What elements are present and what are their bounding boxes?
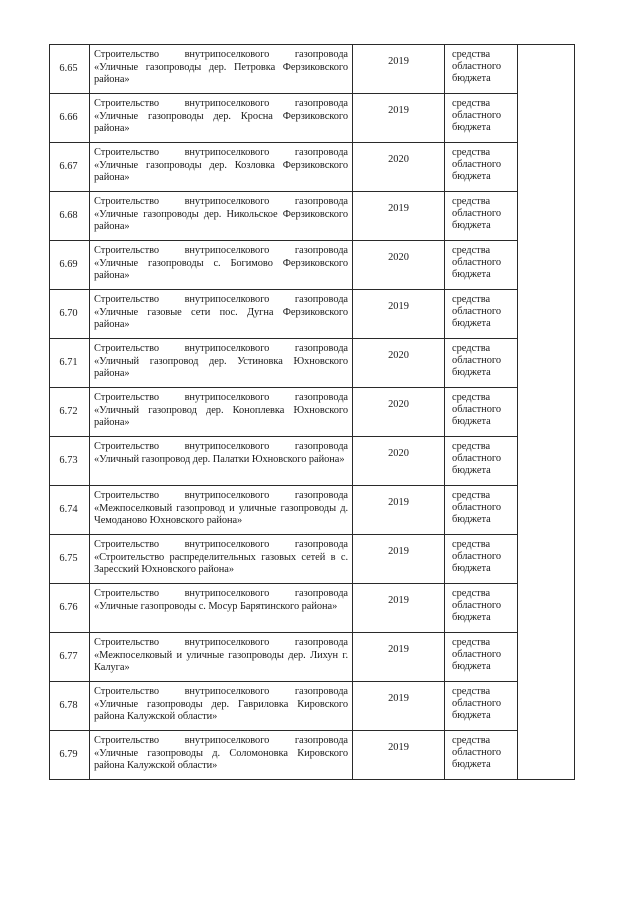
- funding-source-line: областного: [452, 110, 502, 122]
- row-year: 2019: [353, 584, 445, 633]
- row-description: Строительство внутрипоселкового газопровода «Уличный газопровод дер. Устиновка Юхновского района»: [90, 339, 353, 388]
- row-description: Строительство внутрипоселкового газопровода «Межпоселковый газопровод и уличные газопроводы д. Чемоданово Юхновского района»: [90, 486, 353, 535]
- row-year: 2019: [353, 682, 445, 731]
- funding-source-line: бюджета: [452, 612, 491, 624]
- table-row: [50, 290, 575, 339]
- funding-source-line: средства: [452, 294, 491, 305]
- table-row: [50, 192, 575, 241]
- funding-source-line: средства: [452, 490, 491, 501]
- row-funding-source: [445, 143, 518, 192]
- funding-source-line: бюджета: [452, 514, 491, 526]
- funding-source-line: бюджета: [452, 269, 491, 281]
- funding-source-line: средства: [452, 637, 491, 648]
- table-row: [50, 486, 575, 535]
- funding-source-line: средства: [452, 196, 491, 207]
- funding-source-line: средства: [452, 98, 491, 109]
- row-year: 2020: [353, 241, 445, 290]
- row-funding-source: [445, 290, 518, 339]
- row-number: 6.71: [50, 339, 90, 388]
- funding-source-line: бюджета: [452, 318, 491, 330]
- row-description: Строительство внутрипоселкового газопровода «Уличный газопровод дер. Палатки Юхновского района»: [90, 437, 353, 486]
- table-row: [50, 339, 575, 388]
- funding-source-line: областного: [452, 355, 502, 367]
- row-funding-source: [445, 94, 518, 143]
- row-year: 2019: [353, 94, 445, 143]
- row-funding-source: [445, 241, 518, 290]
- row-number: 6.74: [50, 486, 90, 535]
- funding-source-line: средства: [452, 49, 491, 60]
- row-number: 6.79: [50, 731, 90, 780]
- row-year: 2019: [353, 192, 445, 241]
- funding-source-line: средства: [452, 588, 491, 599]
- funding-source-line: областного: [452, 257, 502, 269]
- row-year: 2020: [353, 388, 445, 437]
- funding-source-line: средства: [452, 735, 491, 746]
- row-funding-source: [445, 731, 518, 780]
- funding-source-line: областного: [452, 502, 502, 514]
- row-description: Строительство внутрипоселкового газопровода «Уличные газопроводы дер. Петровка Ферзиковского района»: [90, 45, 353, 94]
- row-description: Строительство внутрипоселкового газопровода «Уличные газопроводы дер. Гавриловка Кировского района Калужской области»: [90, 682, 353, 731]
- row-funding-source: [445, 535, 518, 584]
- row-number: 6.76: [50, 584, 90, 633]
- row-funding-source: [445, 45, 518, 94]
- table-row: [50, 633, 575, 682]
- row-funding-source: [445, 437, 518, 486]
- row-description: Строительство внутрипоселкового газопровода «Уличный газопровод дер. Коноплевка Юхновского района»: [90, 388, 353, 437]
- row-funding-source: [445, 682, 518, 731]
- table-row: [50, 731, 575, 780]
- row-year: 2019: [353, 633, 445, 682]
- row-description: Строительство внутрипоселкового газопровода «Строительство распределительных газовых сетей в с. Заресский Юхновского района»: [90, 535, 353, 584]
- funding-source-line: областного: [452, 747, 502, 759]
- row-description: Строительство внутрипоселкового газопровода «Уличные газопроводы д. Соломоновка Кировского района Калужской области»: [90, 731, 353, 780]
- row-funding-source: [445, 192, 518, 241]
- funding-source-line: бюджета: [452, 367, 491, 379]
- funding-source-line: бюджета: [452, 465, 491, 477]
- funding-source-line: средства: [452, 147, 491, 158]
- blank-column: [518, 45, 575, 780]
- funding-source-line: средства: [452, 392, 491, 403]
- table-row: [50, 94, 575, 143]
- funding-source-line: областного: [452, 61, 502, 73]
- funding-source-line: бюджета: [452, 220, 491, 232]
- funding-source-line: средства: [452, 245, 491, 256]
- row-funding-source: [445, 486, 518, 535]
- funding-source-line: средства: [452, 539, 491, 550]
- row-funding-source: [445, 339, 518, 388]
- row-year: 2020: [353, 143, 445, 192]
- table-row: [50, 437, 575, 486]
- row-number: 6.70: [50, 290, 90, 339]
- funding-source-line: областного: [452, 551, 502, 563]
- table-body: [50, 45, 575, 780]
- funding-source-line: бюджета: [452, 73, 491, 85]
- table-row: [50, 682, 575, 731]
- funding-source-line: средства: [452, 343, 491, 354]
- row-year: 2019: [353, 45, 445, 94]
- funding-source-line: бюджета: [452, 759, 491, 771]
- funding-source-line: областного: [452, 600, 502, 612]
- funding-source-line: областного: [452, 159, 502, 171]
- row-number: 6.77: [50, 633, 90, 682]
- funding-source-line: бюджета: [452, 661, 491, 673]
- row-year: 2019: [353, 486, 445, 535]
- row-description: Строительство внутрипоселкового газопровода «Уличные газопроводы дер. Козловка Ферзиковского района»: [90, 143, 353, 192]
- row-number: 6.65: [50, 45, 90, 94]
- row-year: 2019: [353, 731, 445, 780]
- row-number: 6.72: [50, 388, 90, 437]
- funding-source-line: бюджета: [452, 171, 491, 183]
- row-year: 2019: [353, 535, 445, 584]
- row-description: Строительство внутрипоселкового газопровода «Уличные газопроводы с. Богимово Ферзиковского района»: [90, 241, 353, 290]
- row-year: 2020: [353, 339, 445, 388]
- row-description: Строительство внутрипоселкового газопровода «Уличные газопроводы с. Мосур Барятинского района»: [90, 584, 353, 633]
- row-year: 2019: [353, 290, 445, 339]
- row-description: Строительство внутрипоселкового газопровода «Уличные газопроводы дер. Никольское Ферзиковского района»: [90, 192, 353, 241]
- row-number: 6.68: [50, 192, 90, 241]
- row-description: Строительство внутрипоселкового газопровода «Уличные газовые сети пос. Дугна Ферзиковского района»: [90, 290, 353, 339]
- row-funding-source: [445, 388, 518, 437]
- row-number: 6.75: [50, 535, 90, 584]
- funding-source-line: областного: [452, 698, 502, 710]
- row-number: 6.66: [50, 94, 90, 143]
- table-row: [50, 143, 575, 192]
- row-description: Строительство внутрипоселкового газопровода «Межпоселковый и уличные газопроводы дер. Лихун г. Калуга»: [90, 633, 353, 682]
- funding-source-line: средства: [452, 441, 491, 452]
- funding-source-line: бюджета: [452, 416, 491, 428]
- funding-source-line: бюджета: [452, 563, 491, 575]
- funding-source-line: областного: [452, 208, 502, 220]
- row-number: 6.67: [50, 143, 90, 192]
- funding-source-line: средства: [452, 686, 491, 697]
- row-description: Строительство внутрипоселкового газопровода «Уличные газопроводы дер. Кросна Ферзиковского района»: [90, 94, 353, 143]
- funding-source-line: областного: [452, 453, 502, 465]
- funding-source-line: областного: [452, 649, 502, 661]
- table-row: [50, 584, 575, 633]
- table-row: [50, 45, 575, 94]
- table-row: [50, 241, 575, 290]
- funding-source-line: бюджета: [452, 710, 491, 722]
- funding-source-line: областного: [452, 404, 502, 416]
- table-row: [50, 388, 575, 437]
- table-row: [50, 535, 575, 584]
- row-number: 6.78: [50, 682, 90, 731]
- document-table: [49, 44, 575, 780]
- row-number: 6.69: [50, 241, 90, 290]
- funding-source-line: бюджета: [452, 122, 491, 134]
- row-funding-source: [445, 584, 518, 633]
- funding-source-line: областного: [452, 306, 502, 318]
- row-funding-source: [445, 633, 518, 682]
- row-number: 6.73: [50, 437, 90, 486]
- row-year: 2020: [353, 437, 445, 486]
